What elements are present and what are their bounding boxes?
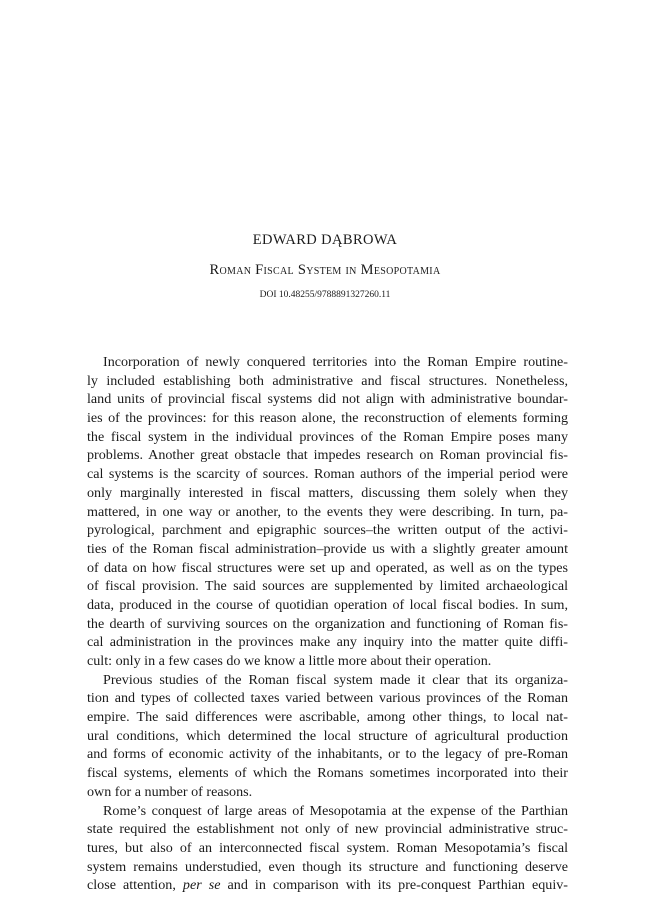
body-line: of fiscal provision. The said sources are supplemented by limited archaeological xyxy=(87,578,568,595)
body-line: cal administration in the provinces make any inquiry into the matter quite diffi- xyxy=(87,634,568,651)
doi-line: DOI 10.48255/9788891327260.11 xyxy=(259,290,391,300)
body-line: Previous studies of the Roman fiscal system made it clear that its organiza- xyxy=(103,671,568,688)
body-line: the fiscal system in the individual provinces of the Roman Empire poses many xyxy=(87,428,568,445)
body-line: only marginally interested in fiscal matters, discussing them solely when they xyxy=(87,484,568,501)
line-text-after-italic: and in comparison with its pre-conquest Parthian equiv- xyxy=(220,877,569,894)
body-line: Rome’s conquest of large areas of Mesopotamia at the expense of the Parthian xyxy=(103,802,568,819)
body-line: ly included establishing both administrative and fiscal structures. Nonetheless, xyxy=(87,372,568,389)
body-line: of data on how fiscal structures were set up and operated, as well as on the types xyxy=(87,559,568,576)
body-line: land units of provincial fiscal systems did not align with administrative boundar- xyxy=(87,391,568,408)
body-line: the dearth of surviving sources on the organization and functioning of Roman fis- xyxy=(87,615,568,632)
chapter-title: Roman Fiscal System in Mesopotamia xyxy=(209,262,441,278)
body-line: tion and types of collected taxes varied between various provinces of the Roman xyxy=(87,690,568,707)
body-line: tures, but also of an interconnected fiscal system. Roman Mesopotamia’s fiscal xyxy=(87,839,568,856)
body-line: problems. Another great obstacle that impedes research on Roman provincial fis- xyxy=(87,447,568,464)
body-line: state required the establishment not only of new provincial administrative struc- xyxy=(87,821,568,838)
body-line: empire. The said differences were ascribable, among other things, to local nat- xyxy=(87,709,568,726)
italic-phrase: per se xyxy=(182,877,221,894)
body-line: own for a number of reasons. xyxy=(87,783,253,800)
body-line: ural conditions, which determined the local structure of agricultural production xyxy=(87,727,568,744)
body-line: fiscal systems, elements of which the Romans sometimes incorporated into their xyxy=(87,765,568,782)
body-line: mattered, in one way or another, to the events they were describing. In turn, pa- xyxy=(87,503,568,520)
body-line-last xyxy=(87,876,568,895)
body-line: system remains understudied, even though its structure and functioning deserve xyxy=(87,858,568,875)
body-line: data, produced in the course of quotidian operation of local fiscal bodies. In sum, xyxy=(87,596,568,613)
body-line: cult: only in a few cases do we know a little more about their operation. xyxy=(87,653,492,669)
body-line: and forms of economic activity of the inhabitants, or to the legacy of pre-Roman xyxy=(87,746,568,763)
body-line: Incorporation of newly conquered territories into the Roman Empire routine- xyxy=(103,354,568,370)
body-line: ties of the Roman fiscal administration–provide us with a slightly greater amount xyxy=(87,540,568,557)
body-line: pyrological, parchment and epigraphic sources–the written output of the activi- xyxy=(87,522,568,539)
body-line: ies of the provinces: for this reason alone, the reconstruction of elements forming xyxy=(87,410,568,427)
line-text-before-italic: close attention, xyxy=(87,877,183,894)
body-text xyxy=(87,353,568,895)
body-line: cal systems is the scarcity of sources. Roman authors of the imperial period were xyxy=(87,466,568,483)
author-name: EDWARD DĄBROWA xyxy=(252,232,398,248)
